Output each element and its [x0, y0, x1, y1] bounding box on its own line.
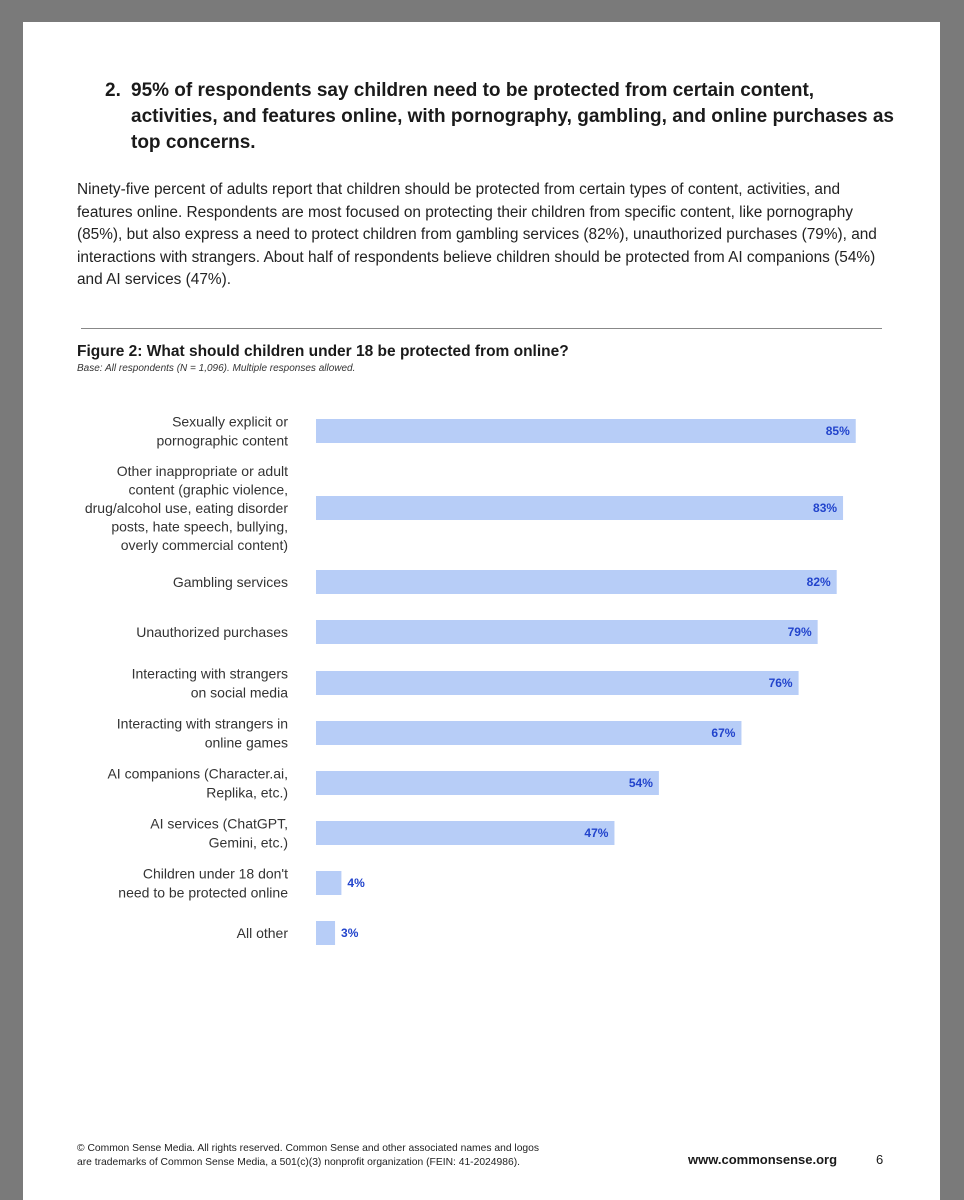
category-label-8: AI services (ChatGPT, Gemini, etc.) [150, 815, 288, 851]
category-label-3: Gambling services [172, 574, 288, 590]
copyright-line-1: © Common Sense Media. All rights reserved. Common Sense and other associated names and logos [77, 1143, 540, 1154]
value-label-3: 82% [806, 575, 831, 589]
bar-6 [316, 721, 741, 745]
value-label-8: 47% [584, 826, 609, 840]
copyright-notice [77, 1142, 637, 1170]
category-label-2: Other inappropriate or adult content (graphic violence, drug/alcohol use, eating disorder posts, hate speech, bullying, overly commercial content) [84, 463, 288, 553]
section-number: 2. [105, 80, 121, 101]
page-number: 6 [876, 1152, 884, 1167]
bar-7 [316, 771, 659, 795]
website-link[interactable]: www.commonsense.org [688, 1152, 838, 1167]
category-label-4: Unauthorized purchases [136, 624, 288, 640]
value-label-6: 67% [711, 726, 736, 740]
bar-2 [316, 496, 843, 520]
value-label-1: 85% [825, 424, 850, 438]
category-label-9: Children under 18 don't need to be protected online [118, 865, 288, 901]
category-label-10: All other [236, 925, 288, 941]
bar-1 [316, 419, 856, 443]
bar-9 [316, 871, 341, 895]
figure-subtitle: Base: All respondents (N = 1,096). Multiple responses allowed. [77, 363, 356, 374]
value-label-5: 76% [768, 676, 793, 690]
category-label-7: AI companions (Character.ai, Replika, etc.) [107, 765, 288, 801]
value-label-9: 4% [347, 876, 365, 890]
figure-title: Figure 2: What should children under 18 be protected from online? [77, 343, 569, 360]
category-label-1: Sexually explicit or pornographic content [156, 413, 288, 449]
intro-paragraph: Ninety-five percent of adults report that children should be protected from certain types of content, activities, and features online. Respondents are most focused on protecting their children from specific content, like pornography (85%), but also express a need to protect children from gambling services (82%), unauthorized purchases (79%), and interactions with strangers. About half of respondents believe children should be protected from AI companions (54%) and AI services (47%). [77, 181, 877, 289]
section-title: 95% of respondents say children need to be protected from certain content, activities, and features online, with pornography, gambling, and online purchases as top concerns. [131, 80, 894, 153]
value-label-2: 83% [813, 501, 838, 515]
bar-chart [23, 22, 940, 1200]
value-label-4: 79% [787, 625, 812, 639]
category-label-5: Interacting with strangers on social media [131, 665, 288, 701]
bar-8 [316, 821, 614, 845]
category-label-6: Interacting with strangers in online games [116, 715, 288, 751]
bar-4 [316, 620, 818, 644]
value-label-10: 3% [341, 926, 359, 940]
document-page [23, 22, 940, 1200]
bar-3 [316, 570, 837, 594]
value-label-7: 54% [628, 776, 653, 790]
bar-10 [316, 921, 335, 945]
copyright-line-2: are trademarks of Common Sense Media, a 501(c)(3) nonprofit organization (FEIN: 41-2024986). [77, 1157, 520, 1168]
bar-5 [316, 671, 799, 695]
